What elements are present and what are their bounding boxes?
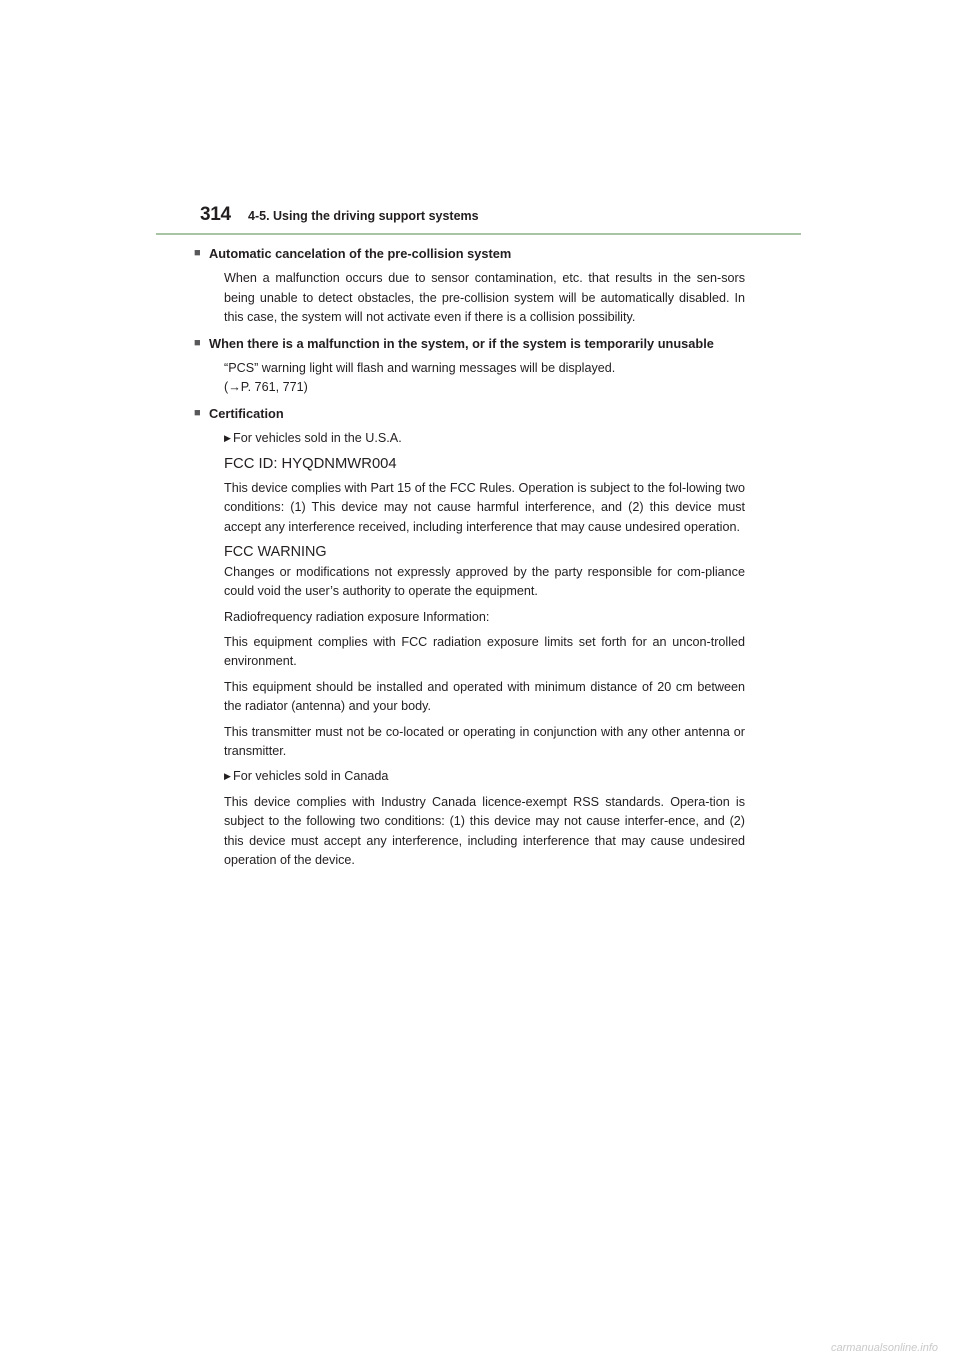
fcc-warning-title: FCC WARNING bbox=[224, 544, 327, 561]
malfunction-text: “PCS” warning light will flash and warning messages will be displayed. bbox=[224, 361, 616, 376]
square-bullet-icon: ■ bbox=[194, 406, 201, 419]
footer-watermark: carmanualsonline.info bbox=[830, 1342, 938, 1354]
radio-paragraph-2: This equipment should be installed and operated with minimum distance of 20 cm between the radiator (antenna) and your body. bbox=[224, 679, 745, 714]
malfunction-ref: (→P. 761, 771) bbox=[224, 380, 308, 395]
radio-title: Radiofrequency radiation exposure Information: bbox=[224, 609, 490, 624]
usa-paragraph-1: This device complies with Part 15 of the FCC Rules. Operation is subject to the fol-lowing two conditions: (1) This device may not cause harmful interference, and (2) this device must accept any interference received, including interference that may cause undesired operation. bbox=[224, 481, 745, 534]
heading-auto-cancel: ■ Automatic cancelation of the pre-collision system bbox=[209, 244, 745, 263]
square-bullet-icon: ■ bbox=[194, 336, 201, 349]
triangle-right-icon: ▶ bbox=[224, 433, 231, 444]
page-number: 314 bbox=[200, 204, 231, 225]
canada-bullet: ▶ For vehicles sold in Canada bbox=[224, 767, 745, 786]
usa-bullet: ▶ For vehicles sold in the U.S.A. bbox=[224, 429, 745, 448]
canada-paragraph-1: This device complies with Industry Canada licence-exempt RSS standards. Opera-tion is subject to the following two conditions: (1) this device may not cause interfer-ence, and (2) this device must accept any interference, including interference that may cause undesired operation of the device. bbox=[224, 794, 745, 867]
heading-certification: ■ Certification bbox=[209, 404, 745, 423]
radio-paragraph-3: This transmitter must not be co-located or operating in conjunction with any other antenna or transmitter. bbox=[224, 724, 745, 758]
triangle-right-icon: ▶ bbox=[224, 771, 231, 782]
section-title: 4-5. Using the driving support systems bbox=[248, 209, 479, 223]
fcc-id: FCC ID: HYQDNMWR004 bbox=[224, 455, 397, 472]
heading-malfunction: ■ When there is a malfunction in the system, or if the system is temporarily unusable bbox=[209, 334, 745, 353]
auto-cancel-text: When a malfunction occurs due to sensor contamination, etc. that results in the sen-sors being unable to detect obstacles, the pre-collision system will be automatically disabled. In this case, the system will not activate even if there is a collision possibility. bbox=[224, 271, 745, 325]
header-divider bbox=[156, 233, 801, 235]
square-bullet-icon: ■ bbox=[194, 247, 201, 259]
fcc-warning-text: Changes or modifications not expressly approved by the party responsible for com-pliance could void the user’s authority to operate the equipment. bbox=[224, 564, 745, 599]
radio-paragraph-1: This equipment complies with FCC radiation exposure limits set forth for an uncon-trolled environment. bbox=[224, 634, 745, 669]
page-header bbox=[200, 204, 800, 234]
page-content bbox=[194, 244, 745, 876]
